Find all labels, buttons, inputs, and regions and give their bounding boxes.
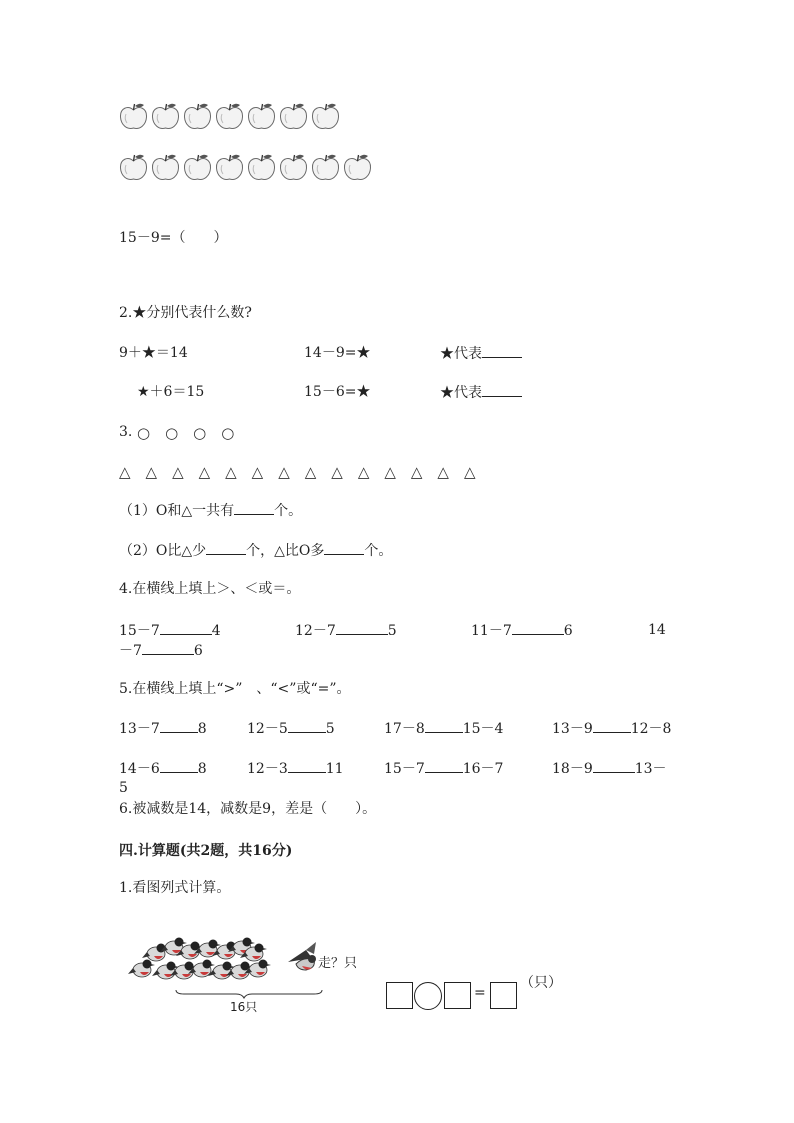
answer-blank[interactable] [288,759,326,773]
q3-triangles: △ △ △ △ △ △ △ △ △ △ △ △ △ △ [119,463,476,481]
bird-illustration [128,930,373,1015]
q5-item-left: 12－3 [247,761,288,777]
q4-item-left: 15－7 [119,623,160,639]
q4-item-3 [471,621,573,640]
q5-item-left: 13－7 [119,721,160,737]
q4-item-right: 5 [387,623,397,639]
apple-icon [150,102,181,132]
answer-blank[interactable] [425,759,463,773]
q3-sub2 [119,541,392,560]
q5-item-right: 15－4 [462,721,504,737]
answer-blank[interactable] [160,621,212,635]
apple-icon [342,153,373,183]
q5-item-left: 14－6 [119,761,160,777]
q4-item-right: 4 [211,623,221,639]
apple-icon [182,153,213,183]
apple-icon [182,102,213,132]
unit-label: （只） [520,975,562,991]
q5-r1-item-3 [384,719,503,738]
apple-icon [214,153,245,183]
bird-total-label: 16只 [230,1000,258,1014]
bird-icon [128,960,155,978]
answer-blank[interactable] [482,344,522,358]
q5-item-left: 12－5 [247,721,288,737]
q5-r1-item-4 [552,719,671,738]
answer-blank[interactable] [160,719,198,733]
answer-blank[interactable] [425,719,463,733]
q2-star-answer-2 [440,383,522,402]
star-label: ★代表 [440,346,482,362]
q5-item-right: 11 [325,761,344,777]
answer-blank[interactable] [336,621,388,635]
flying-bird-icon [288,942,316,970]
apple-icon [278,153,309,183]
q4-item-left: 12－7 [295,623,336,639]
q4-item-4-line1: 14 [648,622,666,638]
apple-icon [246,153,277,183]
apple-icon [278,102,309,132]
q5-r2-item-1 [119,759,207,778]
q2-eq3: ★＋6＝15 [137,384,205,400]
q2-title: 2.★分别代表什么数? [119,305,252,321]
answer-blank[interactable] [206,541,246,555]
q5-r1-item-1 [119,719,207,738]
apple-icon [214,102,245,132]
q4-item-1 [119,621,221,640]
apple-icon [150,153,181,183]
q3-sub1-suffix: 个。 [274,503,303,519]
q2-star-answer-1 [440,344,522,363]
apple-icon [310,153,341,183]
section-heading: 四.计算题(共2题，共16分) [119,843,293,859]
q2-eq1: 9＋★＝14 [119,345,188,361]
q2-eq2: 14－9=★ [304,345,371,361]
q3-sub2-suffix: 个。 [364,543,393,559]
q4-item-4-line2 [119,641,203,660]
q5-item-right: 8 [197,761,207,777]
answer-blank[interactable] [160,759,198,773]
answer-blank[interactable] [288,719,326,733]
q3-sub2-mid: 个，△比O多 [246,543,325,559]
answer-box-2[interactable] [444,982,471,1009]
q5-item-right: 12－8 [630,721,672,737]
answer-blank[interactable] [234,501,274,515]
q5-item-right: 8 [197,721,207,737]
q3-sub1 [119,501,302,520]
apple-icon [310,102,341,132]
q5-item-left: 13－9 [552,721,593,737]
q6-text: 6.被减数是14，减数是9，差是（ ）。 [119,801,377,817]
answer-blank[interactable] [593,759,635,773]
answer-blank[interactable] [593,719,631,733]
answer-blank[interactable] [512,621,564,635]
apple-icon [118,102,149,132]
q4-item-2 [295,621,397,640]
equals-sign: = [474,985,486,1001]
answer-box-result[interactable] [490,982,517,1009]
q3-circles: ○ ○ ○ ○ [137,424,235,442]
star-label: ★代表 [440,385,482,401]
q3-sub1-prefix: （1）O和△一共有 [119,503,235,519]
q5-item-left: 15－7 [384,761,425,777]
answer-blank[interactable] [142,641,194,655]
q5-item-right: 16－7 [462,761,504,777]
q4-item-right: 6 [193,643,203,659]
q5-r2-item-4 [552,759,667,778]
section4-q1-title: 1.看图列式计算。 [119,880,231,896]
q2-eq4: 15－6=★ [304,384,371,400]
q5-r2-wrap: 5 [119,780,128,796]
answer-box-1[interactable] [386,982,413,1009]
q5-item-right: 5 [325,721,335,737]
q3-sub2-prefix: （2）O比△少 [119,543,207,559]
apple-row-2 [118,153,373,183]
q4-item-left: －7 [119,643,142,659]
operator-circle[interactable] [414,982,442,1010]
q5-r1-item-2 [247,719,335,738]
q5-r2-item-3 [384,759,503,778]
answer-blank[interactable] [324,541,364,555]
apple-row-1 [118,102,341,132]
answer-blank[interactable] [482,383,522,397]
bird-question-label: 走？只 [318,956,358,971]
q5-item-left: 18－9 [552,761,593,777]
q5-item-left: 17－8 [384,721,425,737]
q5-item-right: 13－ [634,761,667,777]
q5-title: 5.在横线上填上“>” 、“<”或“=”。 [119,681,351,697]
apple-icon [246,102,277,132]
q5-r2-item-2 [247,759,344,778]
apple-icon [118,153,149,183]
q4-item-right: 6 [563,623,573,639]
q4-title: 4.在横线上填上＞、＜或＝。 [119,581,301,597]
q4-item-left: 11－7 [471,623,512,639]
apple-expression: 15－9=（ ） [119,230,228,246]
q3-label: 3. [119,424,133,440]
